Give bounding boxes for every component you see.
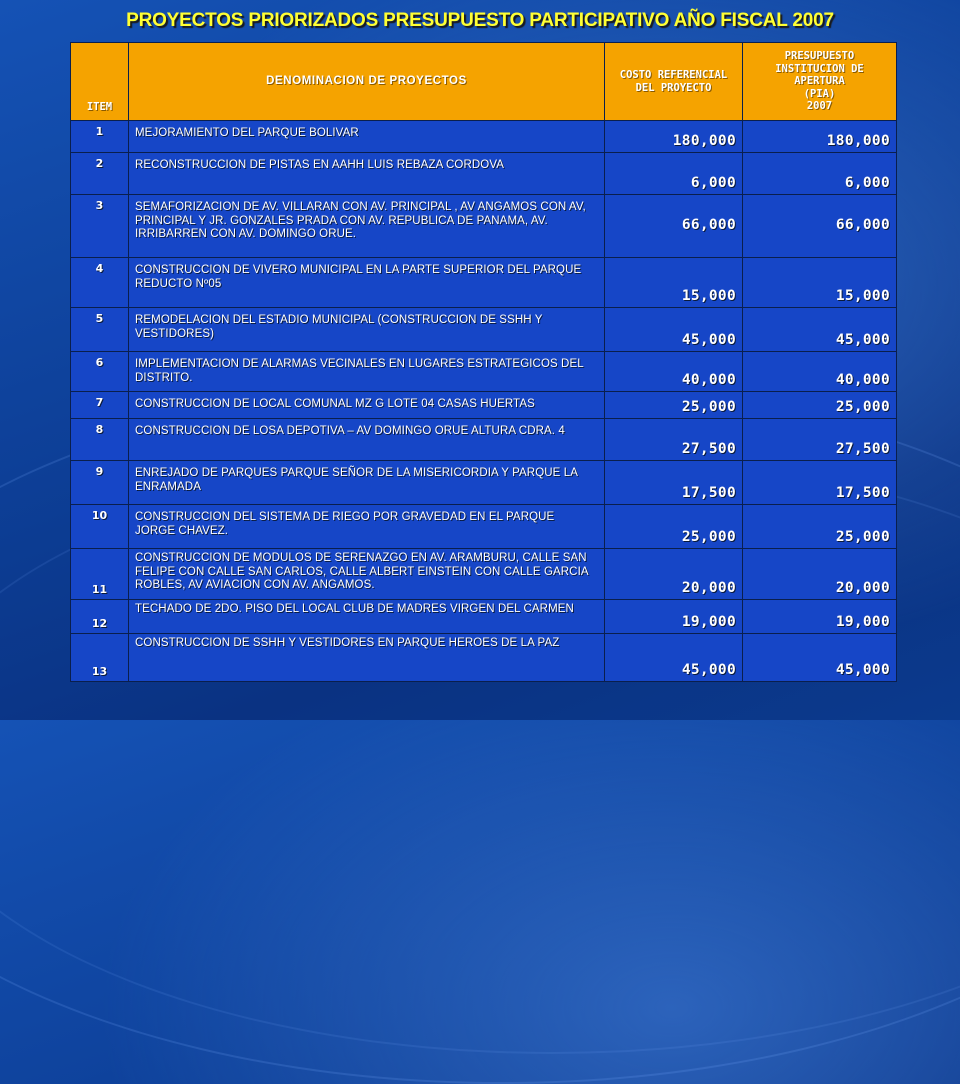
row-project-name: CONSTRUCCION DEL SISTEMA DE RIEGO POR GRAVEDAD EN EL PARQUE JORGE CHAVEZ. (129, 505, 605, 549)
header-project-name: DENOMINACION DE PROYECTOS (129, 43, 605, 121)
header-pia-line3: 2007 (806, 100, 833, 113)
header-item: ITEM (71, 43, 129, 121)
row-project-name: CONSTRUCCION DE VIVERO MUNICIPAL EN LA PARTE SUPERIOR DEL PARQUE REDUCTO Nº05 (129, 258, 605, 308)
row-reference-cost: 25,000 (605, 392, 743, 419)
row-item-number: 11 (71, 549, 129, 600)
row-reference-cost: 25,000 (605, 505, 743, 549)
row-reference-cost: 15,000 (605, 258, 743, 308)
row-pia-amount: 27,500 (743, 419, 897, 461)
table-row (71, 634, 897, 682)
row-project-name: CONSTRUCCION DE LOCAL COMUNAL MZ G LOTE 04 CASAS HUERTAS (129, 392, 605, 419)
row-reference-cost: 180,000 (605, 121, 743, 153)
row-project-name: REMODELACION DEL ESTADIO MUNICIPAL (CONSTRUCCION DE SSHH Y VESTIDORES) (129, 308, 605, 352)
header-pia (743, 43, 897, 121)
table-row (71, 195, 897, 258)
row-item-number: 7 (71, 392, 129, 419)
row-project-name: CONSTRUCCION DE MODULOS DE SERENAZGO EN AV. ARAMBURU, CALLE SAN FELIPE CON CALLE SAN CARLOS, CALLE ALBERT EINSTEIN CON CALLE GARCIA ROBLES, AV AVIACION CON AV. ANGAMOS. (129, 549, 605, 600)
row-item-number: 6 (71, 352, 129, 392)
header-pia-line1: PRESUPUESTO INSTITUCION DE APERTURA (775, 50, 864, 88)
header-pia-line2: (PIA) (803, 87, 836, 100)
row-pia-amount: 20,000 (743, 549, 897, 600)
projects-table (70, 42, 897, 682)
row-item-number: 2 (71, 153, 129, 195)
row-project-name: SEMAFORIZACION DE AV. VILLARAN CON AV. PRINCIPAL , AV ANGAMOS CON AV, PRINCIPAL Y JR. GONZALES PRADA CON AV. REPUBLICA DE PANAMA, AV. IRRIBARREN CON AV. DOMINGO ORUE. (129, 195, 605, 258)
table-row (71, 505, 897, 549)
table-row (71, 600, 897, 634)
row-pia-amount: 180,000 (743, 121, 897, 153)
row-pia-amount: 6,000 (743, 153, 897, 195)
row-project-name: CONSTRUCCION DE LOSA DEPOTIVA – AV DOMINGO ORUE ALTURA CDRA. 4 (129, 419, 605, 461)
row-project-name: RECONSTRUCCION DE PISTAS EN AAHH LUIS REBAZA CORDOVA (129, 153, 605, 195)
row-reference-cost: 45,000 (605, 308, 743, 352)
row-item-number: 3 (71, 195, 129, 258)
row-reference-cost: 6,000 (605, 153, 743, 195)
row-reference-cost: 17,500 (605, 461, 743, 505)
row-pia-amount: 25,000 (743, 505, 897, 549)
row-pia-amount: 19,000 (743, 600, 897, 634)
row-project-name: ENREJADO DE PARQUES PARQUE SEÑOR DE LA MISERICORDIA Y PARQUE LA ENRAMADA (129, 461, 605, 505)
row-pia-amount: 45,000 (743, 634, 897, 682)
table-row (71, 352, 897, 392)
table-row (71, 121, 897, 153)
row-pia-amount: 17,500 (743, 461, 897, 505)
row-item-number: 8 (71, 419, 129, 461)
table-row (71, 392, 897, 419)
table-row (71, 258, 897, 308)
row-reference-cost: 45,000 (605, 634, 743, 682)
row-reference-cost: 40,000 (605, 352, 743, 392)
table-header-row (71, 43, 897, 121)
row-pia-amount: 66,000 (743, 195, 897, 258)
row-project-name: IMPLEMENTACION DE ALARMAS VECINALES EN LUGARES ESTRATEGICOS DEL DISTRITO. (129, 352, 605, 392)
row-project-name: MEJORAMIENTO DEL PARQUE BOLIVAR (129, 121, 605, 153)
table-row (71, 461, 897, 505)
row-item-number: 5 (71, 308, 129, 352)
row-reference-cost: 19,000 (605, 600, 743, 634)
row-item-number: 4 (71, 258, 129, 308)
row-item-number: 1 (71, 121, 129, 153)
table-row (71, 549, 897, 600)
row-reference-cost: 66,000 (605, 195, 743, 258)
row-reference-cost: 20,000 (605, 549, 743, 600)
table-row (71, 419, 897, 461)
row-project-name: TECHADO DE 2DO. PISO DEL LOCAL CLUB DE MADRES VIRGEN DEL CARMEN (129, 600, 605, 634)
row-item-number: 10 (71, 505, 129, 549)
row-pia-amount: 15,000 (743, 258, 897, 308)
row-pia-amount: 45,000 (743, 308, 897, 352)
table-row (71, 308, 897, 352)
table-row (71, 153, 897, 195)
row-project-name: CONSTRUCCION DE SSHH Y VESTIDORES EN PARQUE HEROES DE LA PAZ (129, 634, 605, 682)
row-item-number: 12 (71, 600, 129, 634)
page-title: PROYECTOS PRIORIZADOS PRESUPUESTO PARTICIPATIVO AÑO FISCAL 2007 (126, 10, 834, 31)
row-reference-cost: 27,500 (605, 419, 743, 461)
row-pia-amount: 25,000 (743, 392, 897, 419)
row-pia-amount: 40,000 (743, 352, 897, 392)
row-item-number: 13 (71, 634, 129, 682)
row-item-number: 9 (71, 461, 129, 505)
header-reference-cost: COSTO REFERENCIAL DEL PROYECTO (605, 43, 743, 121)
